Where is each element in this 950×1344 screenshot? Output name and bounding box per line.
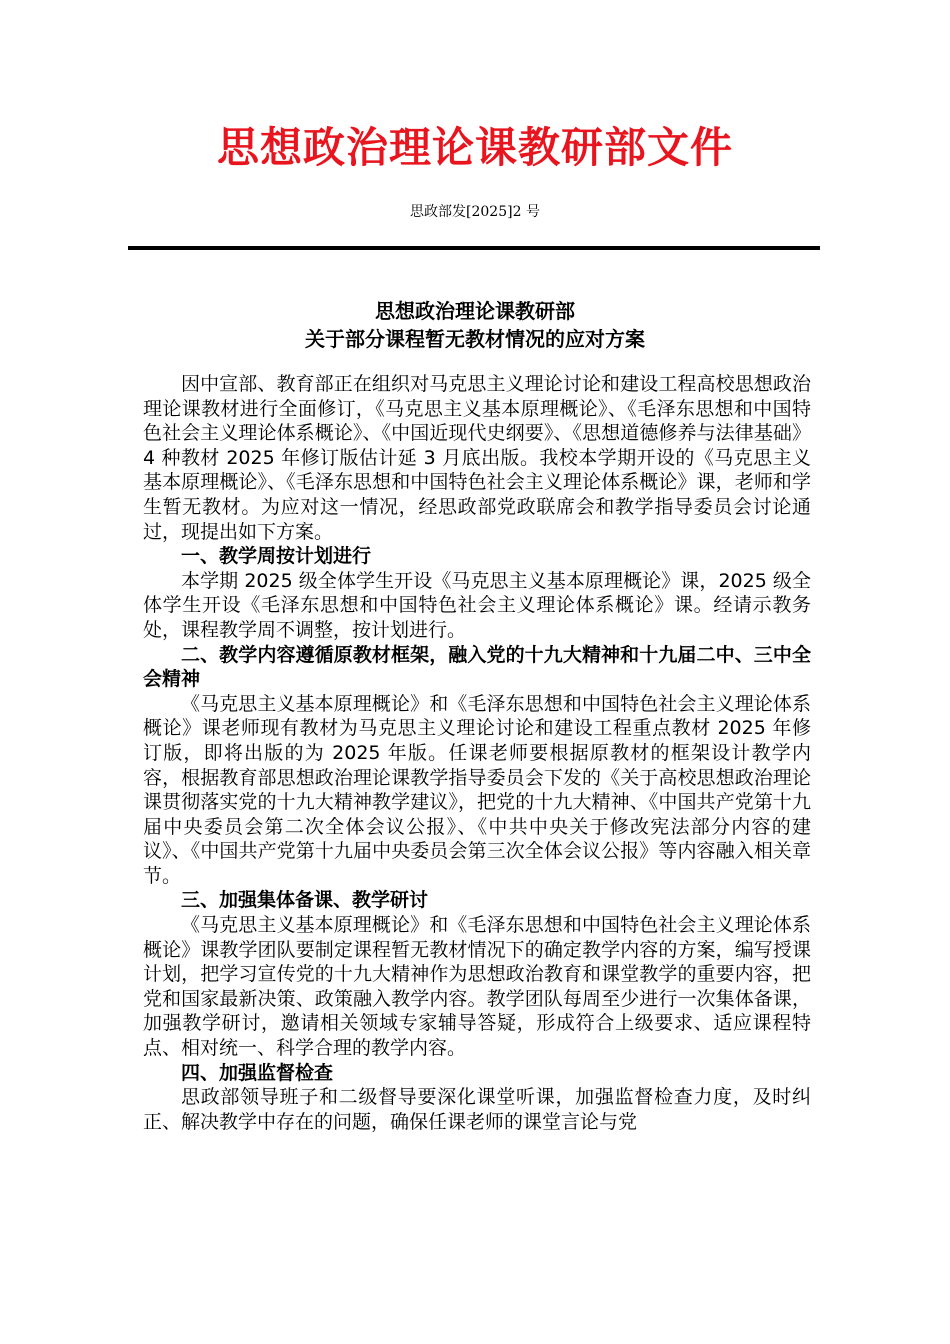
document-body [143, 372, 811, 1134]
document-header-title: 思想政治理论课教研部文件 [216, 123, 733, 172]
section-2-heading: 二、教学内容遵循原教材框架，融入党的十九大精神和十九届二中、三中全会精神 [143, 643, 811, 691]
section-1-paragraph: 本学期 2025 级全体学生开设《马克思主义基本原理概论》课，2025 级全体学生开设《毛泽东思想和中国特色社会主义理论体系概论》课。经请示教务处，课程教学周不调整，按计划进行。 [143, 569, 811, 641]
notice-title-line-1: 思想政治理论课教研部 [375, 299, 575, 323]
section-3-paragraph: 《马克思主义基本原理概论》和《毛泽东思想和中国特色社会主义理论体系概论》课教学团队要制定课程暂无教材情况下的确定教学内容的方案，编写授课计划，把学习宣传党的十九大精神作为思想政治教育和课堂教学的重要内容，把党和国家最新决策、政策融入教学内容。教学团队每周至少进行一次集体备课，加强教学研讨，邀请相关领域专家辅导答疑，形成符合上级要求、适应课程特点、相对统一、科学合理的教学内容。 [143, 914, 811, 1060]
section-1-heading: 一、教学周按计划进行 [181, 545, 372, 568]
intro-paragraph: 因中宣部、教育部正在组织对马克思主义理论讨论和建设工程高校思想政治理论课教材进行全面修订，《马克思主义基本原理概论》、《毛泽东思想和中国特色社会主义理论体系概论》、《中国近现代史纲要》、《思想道德修养与法律基础》4 种教材 2025 年修订版估计延 3 月底出版。我校本学期开设的《马克思主义基本原理概论》、《毛泽东思想和中国特色社会主义理论体系概论》课，老师和学生暂无教材。为应对这一情况，经思政部党政联席会和教学指导委员会讨论通过，现提出如下方案。 [143, 373, 811, 543]
section-3-heading: 三、加强集体备课、教学研讨 [181, 889, 429, 912]
section-4-heading: 四、加强监督检查 [181, 1061, 334, 1084]
header-divider [128, 246, 820, 250]
section-2-paragraph: 《马克思主义基本原理概论》和《毛泽东思想和中国特色社会主义理论体系概论》课老师现有教材为马克思主义理论讨论和建设工程重点教材 2025 年修订版，即将出版的为 2025 年版。任课老师要根据原教材的框架设计教学内容，根据教育部思想政治理论课教学指导委员会下发的《关于高校思想政治理论课贯彻落实党的十九大精神教学建议》，把党的十九大精神、《中国共产党第十九届中央委员会第二次全体会议公报》、《中共中央关于修改宪法部分内容的建议》、《中国共产党第十九届中央委员会第三次全体会议公报》等内容融入相关章节。 [143, 692, 811, 887]
notice-title-line-2: 关于部分课程暂无教材情况的应对方案 [305, 327, 645, 351]
document-number: 思政部发[2025]2 号 [410, 204, 540, 220]
section-4-paragraph: 思政部领导班子和二级督导要深化课堂听课，加强监督检查力度，及时纠正、解决教学中存在的问题，确保任课老师的课堂言论与党 [143, 1086, 811, 1133]
